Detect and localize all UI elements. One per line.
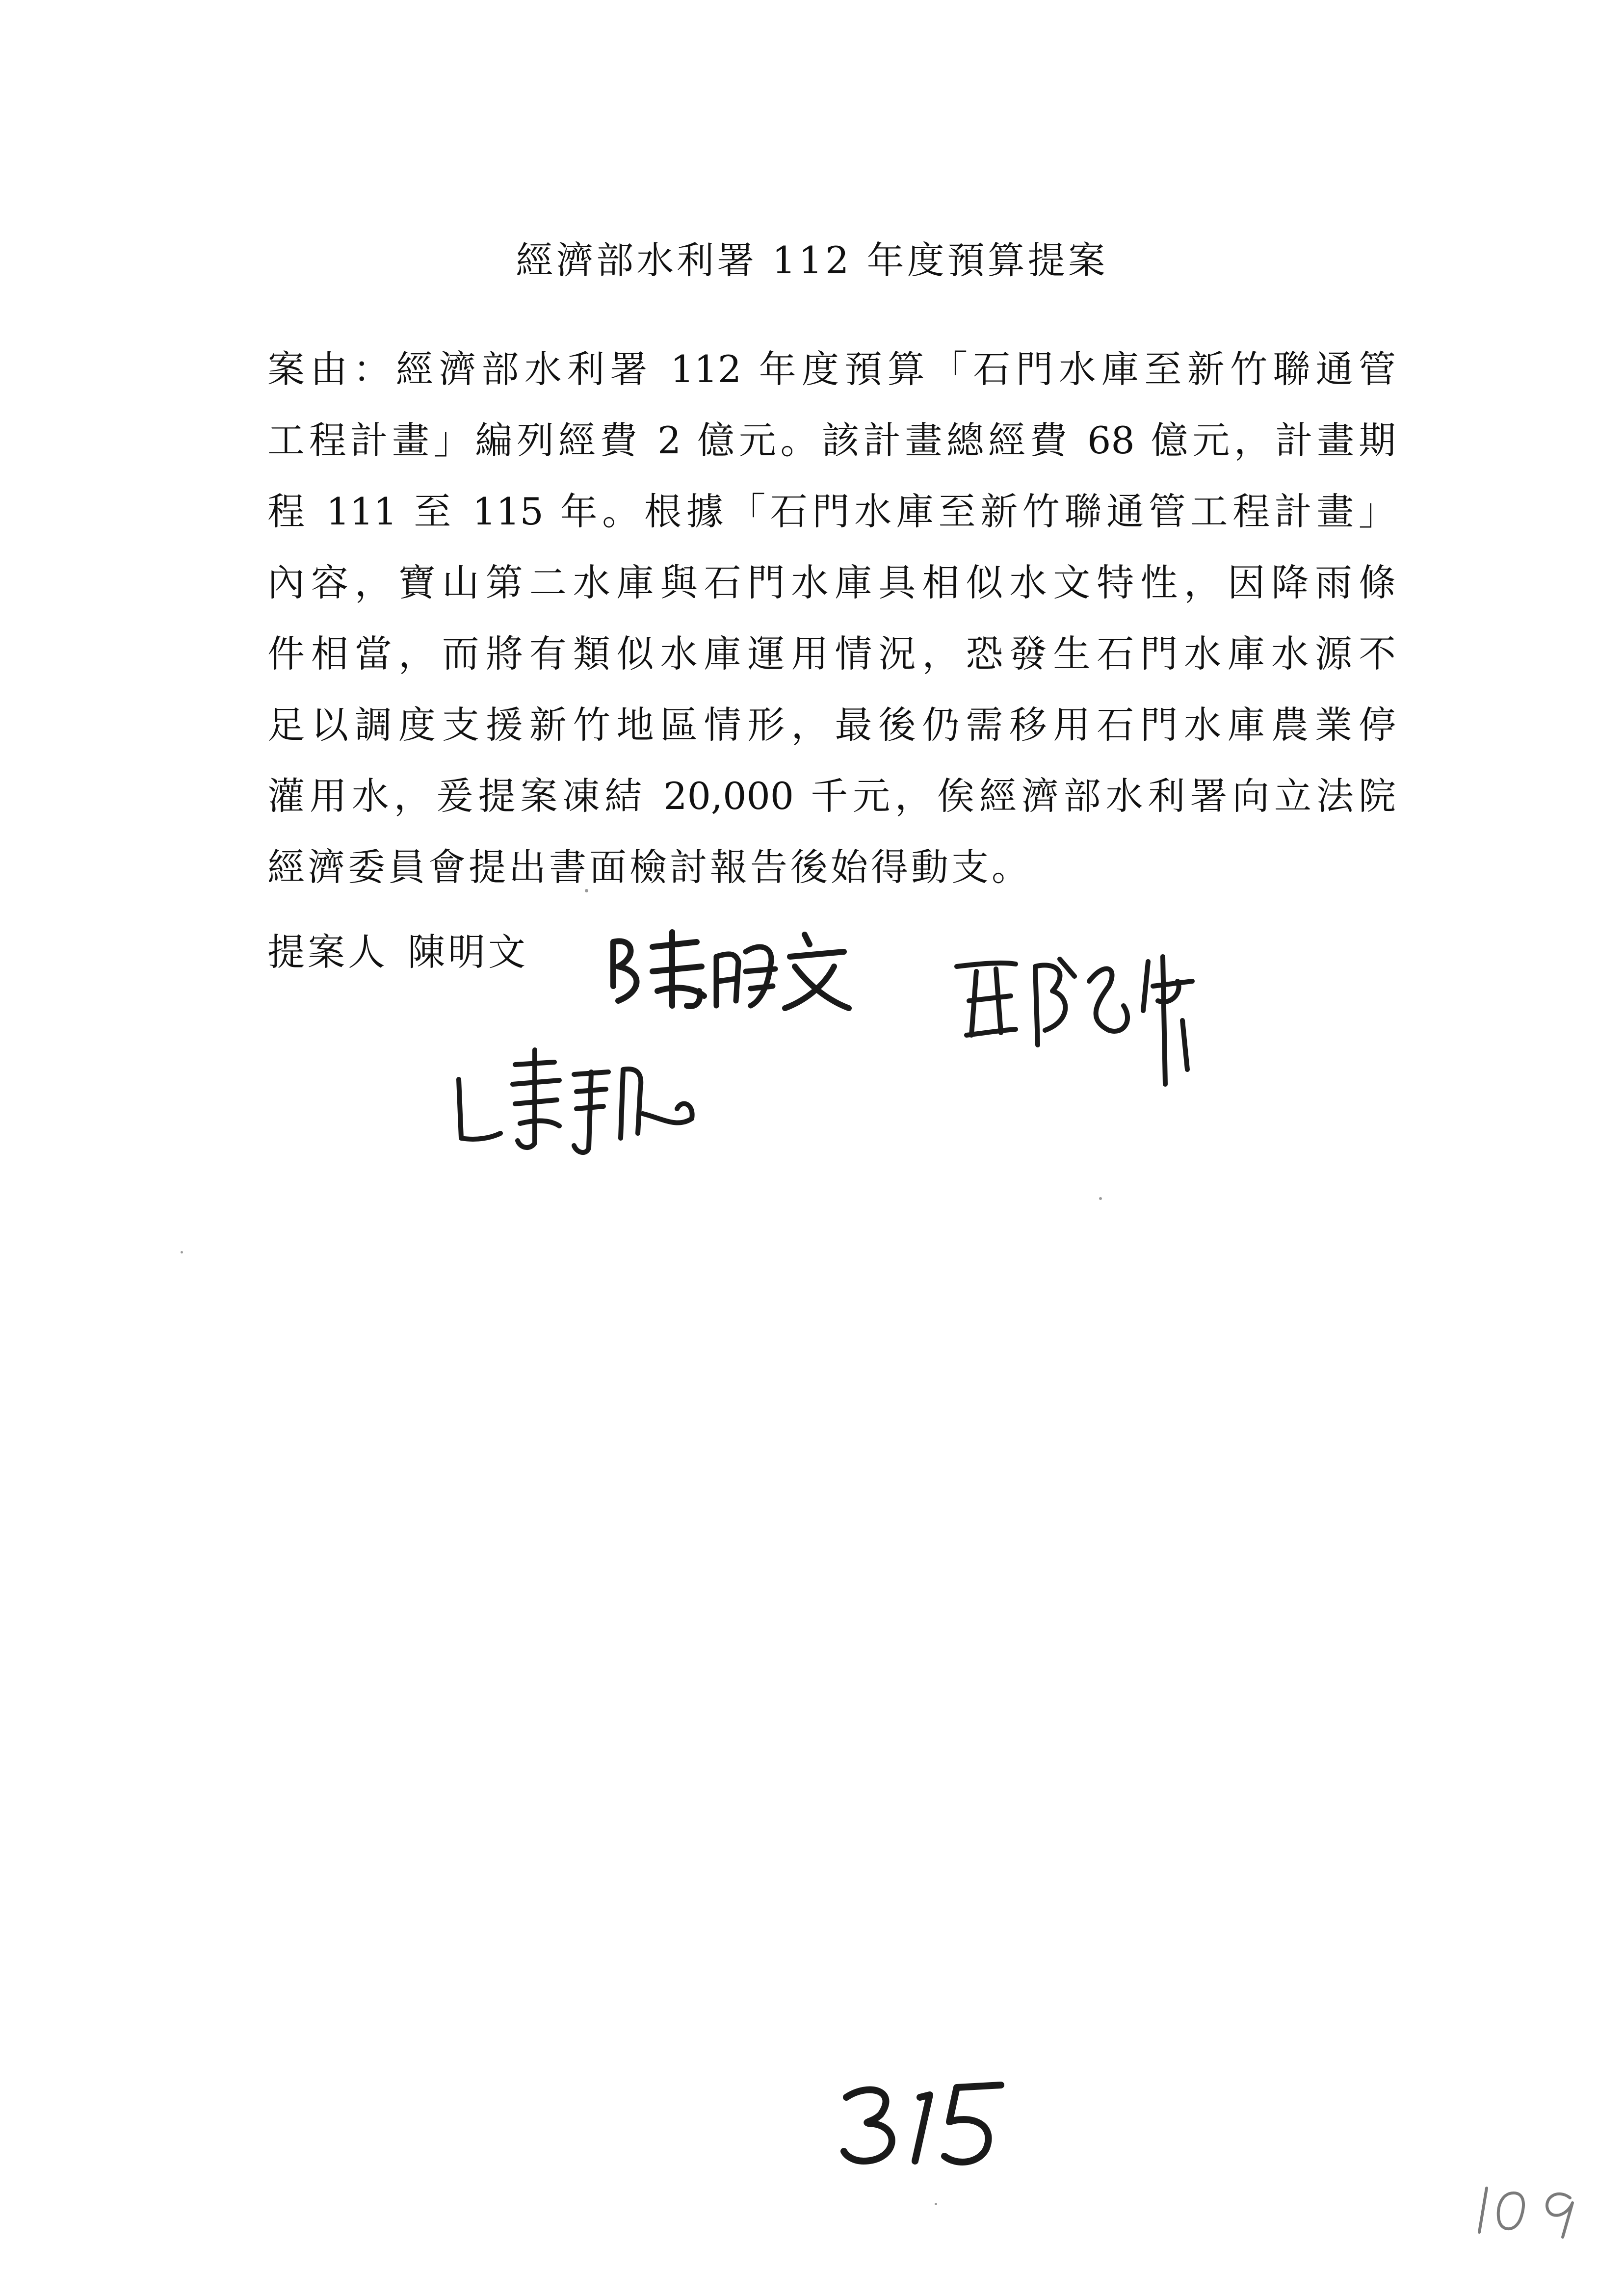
proposer-name: 陳明文 xyxy=(408,930,528,974)
body-line: 程 111 至 115 年。根據「石門水庫至新竹聯通管工程計畫」 xyxy=(267,490,1396,533)
cosigner-signature xyxy=(947,947,1202,1094)
scan-speck xyxy=(1099,1197,1102,1200)
scan-speck xyxy=(585,889,588,892)
motion-body xyxy=(267,334,1396,903)
proposer-signature xyxy=(599,922,854,1020)
scan-speck xyxy=(935,2203,937,2205)
document-title: 經濟部水利署 112 年度預算提案 xyxy=(516,238,1108,282)
body-line: 件相當，而將有類似水庫運用情況，恐發生石門水庫水源不 xyxy=(267,632,1396,676)
body-line: 工程計畫」編列經費 2 億元。該計畫總經費 68 億元，計畫期 xyxy=(267,418,1396,462)
handwritten-page-number xyxy=(1467,2178,1595,2242)
body-line: 內容，寶山第二水庫與石門水庫具相似水文特性，因降雨條 xyxy=(267,561,1396,604)
body-line: 灌用水，爰提案凍結 20,000 千元，俟經濟部水利署向立法院 xyxy=(267,774,1396,818)
proposer-label: 提案人 xyxy=(267,930,388,974)
cosigner-signature xyxy=(446,1045,702,1168)
body-line: 經濟委員會提出書面檢討報告後始得動支。 xyxy=(267,845,1032,889)
body-line: 案由：經濟部水利署 112 年度預算「石門水庫至新竹聯通管 xyxy=(267,347,1396,391)
scan-speck xyxy=(181,1251,183,1253)
body-line: 足以調度支援新竹地區情形，最後仍需移用石門水庫農業停 xyxy=(267,703,1396,747)
proposer-line xyxy=(267,922,528,976)
handwritten-page-number xyxy=(834,2075,1021,2173)
